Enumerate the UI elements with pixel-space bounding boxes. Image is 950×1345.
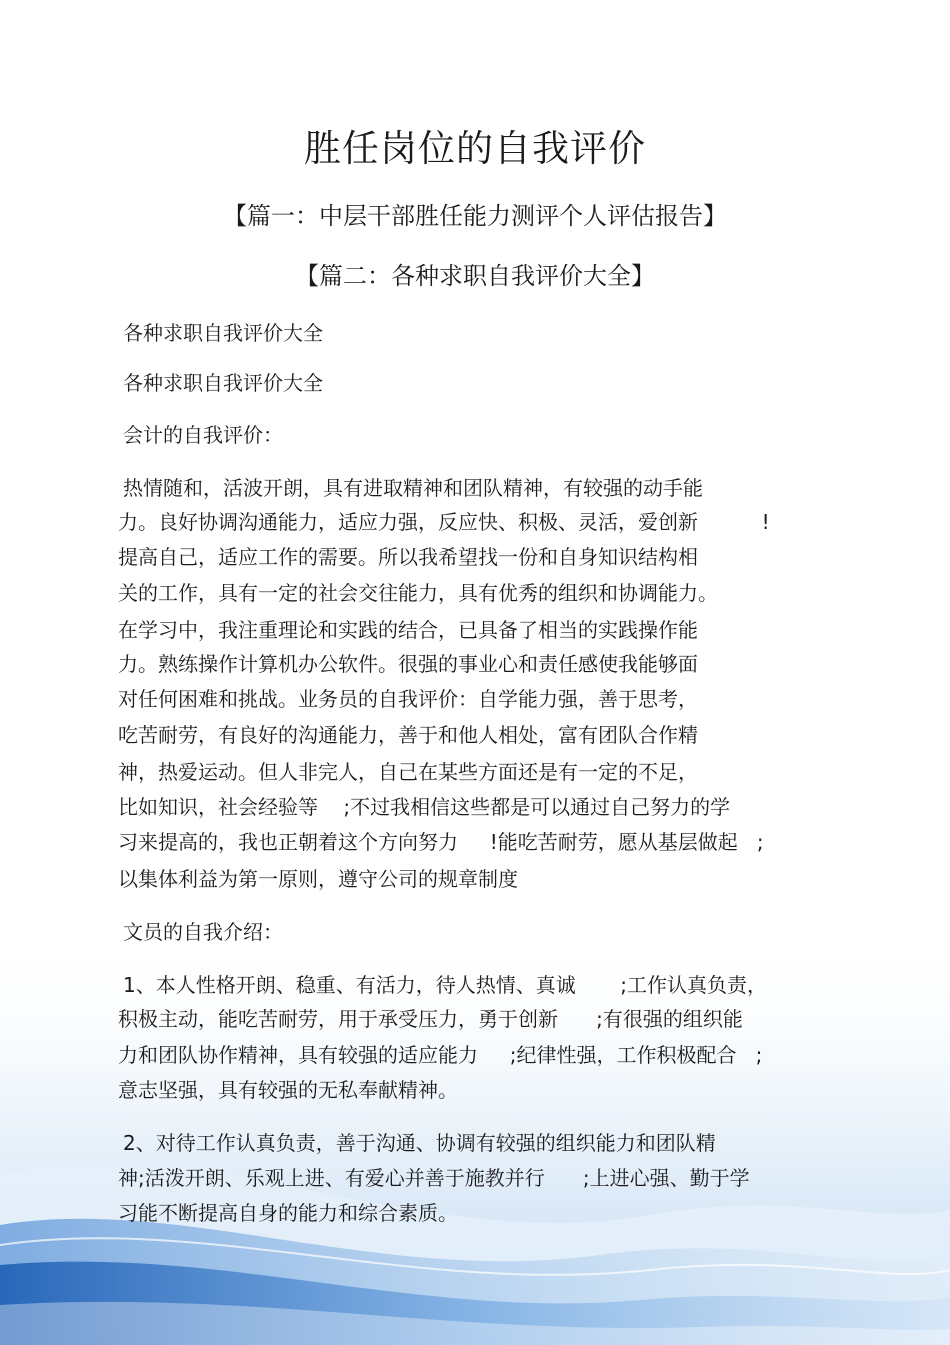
text-line: 2、对待工作认真负责，善于沟通、协调有较强的组织能力和团队精 [123, 1131, 716, 1155]
text-line: 各种求职自我评价大全 [123, 371, 323, 395]
text-line: 力和团队协作精神，具有较强的适应能力 ;纪律性强，工作积极配合 ; [118, 1043, 763, 1067]
document-title: 胜任岗位的自我评价 [304, 127, 646, 170]
text-line: 神;活泼开朗、乐观上进、有爱心并善于施教并行 ;上进心强、勤于学 [118, 1166, 750, 1190]
subtitle-part-1: 【篇一：中层干部胜任能力测评个人评估报告】 [223, 202, 727, 230]
text-line: 力。良好协调沟通能力，适应力强，反应快、积极、灵活，爱创新 ! [118, 510, 770, 534]
text-line: 神，热爱运动。但人非完人，自己在某些方面还是有一定的不足， [118, 760, 698, 784]
text-line: 习来提高的，我也正朝着这个方向努力 !能吃苦耐劳，愿从基层做起 ; [118, 830, 764, 854]
text-line: 1、本人性格开朗、稳重、有活力，待人热情、真诚 ;工作认真负责， [123, 973, 767, 997]
text-line: 对任何困难和挑战。业务员的自我评价：自学能力强，善于思考， [118, 687, 698, 711]
text-line: 在学习中，我注重理论和实践的结合，已具备了相当的实践操作能 [118, 618, 698, 642]
text-line: 比如知识，社会经验等 ;不过我相信这些都是可以通过自己努力的学 [118, 795, 731, 819]
text-line: 提高自己，适应工作的需要。所以我希望找一份和自身知识结构相 [118, 545, 698, 569]
text-line: 意志坚强，具有较强的无私奉献精神。 [118, 1078, 458, 1102]
section-heading: 文员的自我介绍： [123, 920, 283, 944]
text-line: 以集体利益为第一原则，遵守公司的规章制度 [118, 867, 518, 891]
text-line: 力。熟练操作计算机办公软件。很强的事业心和责任感使我能够面 [118, 652, 698, 676]
text-line: 习能不断提高自身的能力和综合素质。 [118, 1201, 458, 1225]
text-line: 积极主动，能吃苦耐劳，用于承受压力，勇于创新 ;有很强的组织能 [118, 1007, 743, 1031]
text-line: 吃苦耐劳，有良好的沟通能力，善于和他人相处，富有团队合作精 [118, 723, 698, 747]
subtitle-part-2: 【篇二：各种求职自我评价大全】 [295, 262, 655, 290]
text-line: 热情随和，活波开朗，具有进取精神和团队精神，有较强的动手能 [123, 476, 703, 500]
text-line: 各种求职自我评价大全 [123, 321, 323, 345]
section-heading: 会计的自我评价： [123, 423, 283, 447]
text-line: 关的工作，具有一定的社会交往能力，具有优秀的组织和协调能力。 [118, 581, 718, 605]
